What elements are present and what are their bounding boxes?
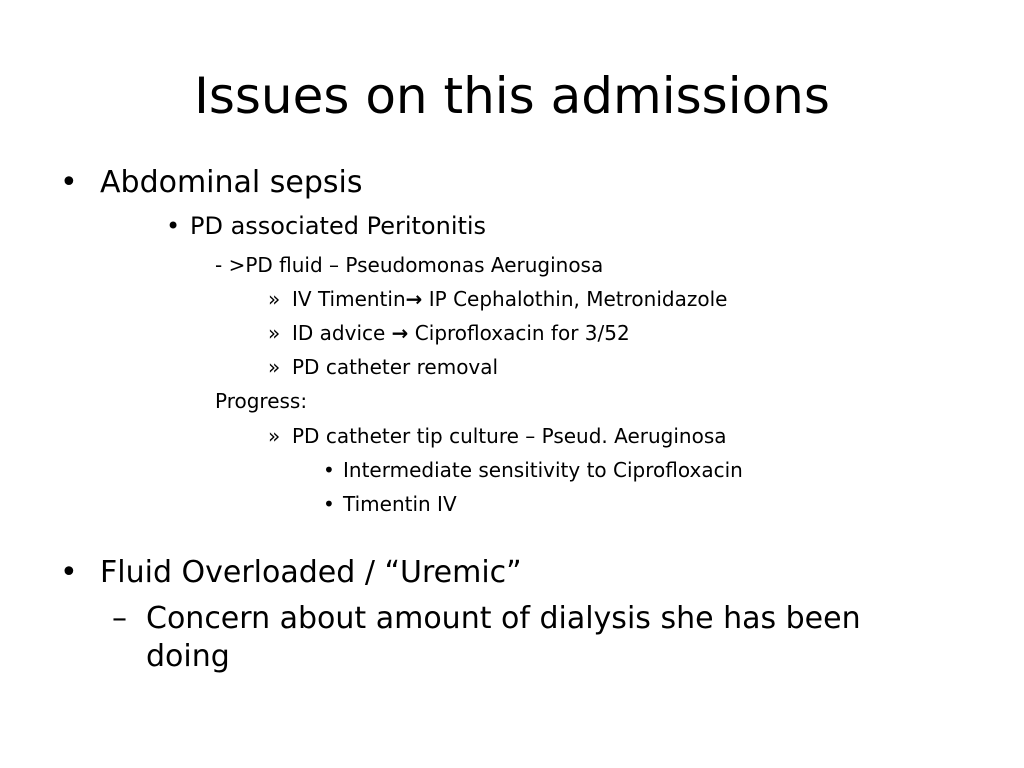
step-text-after: Ciprofloxacin for 3/52	[408, 321, 630, 345]
dash-item-text-line1: Concern about amount of dialysis she has been	[146, 601, 861, 636]
dash-marker: –	[112, 601, 127, 636]
sub-bullet-pd-peritonitis	[166, 212, 487, 241]
progress-subitem-text: Intermediate sensitivity to Ciprofloxacin	[343, 458, 743, 482]
bullet-marker: •	[60, 165, 78, 200]
bullet-marker: •	[166, 212, 181, 240]
step-iv-timentin	[268, 287, 728, 311]
progress-item-text: PD catheter tip culture – Pseud. Aeruginosa	[292, 424, 727, 448]
step-text: PD catheter removal	[292, 355, 499, 379]
step-id-advice	[268, 321, 630, 345]
bullet-text: Abdominal sepsis	[100, 165, 363, 200]
progress-subitem	[323, 458, 743, 482]
pd-fluid-line: - >PD fluid – Pseudomonas Aeruginosa	[215, 253, 604, 277]
dash-item-text-line2: doing	[146, 639, 230, 674]
bullet-fluid-overloaded	[60, 555, 522, 591]
arrow-right-icon: →	[391, 321, 409, 345]
step-text-before: IV Timentin	[292, 287, 406, 311]
progress-subitem	[323, 492, 457, 516]
bullet-marker: •	[323, 492, 335, 516]
chevron-marker: »	[268, 424, 281, 448]
progress-item	[268, 424, 727, 448]
step-catheter-removal	[268, 355, 499, 379]
bullet-text: Fluid Overloaded / “Uremic”	[100, 555, 522, 590]
progress-subitem-text: Timentin IV	[343, 492, 457, 516]
dash-item-continuation	[146, 640, 230, 675]
arrow-right-icon: →	[405, 287, 423, 311]
progress-label: Progress:	[215, 389, 308, 413]
chevron-marker: »	[268, 355, 281, 379]
step-text-before: ID advice	[292, 321, 392, 345]
slide-title: Issues on this admissions	[194, 67, 830, 125]
step-text-after: IP Cephalothin, Metronidazole	[422, 287, 728, 311]
dash-item-dialysis-concern	[112, 601, 861, 637]
chevron-marker: »	[268, 287, 281, 311]
bullet-abdominal-sepsis	[60, 165, 363, 201]
bullet-marker: •	[60, 555, 78, 590]
chevron-marker: »	[268, 321, 281, 345]
bullet-marker: •	[323, 458, 335, 482]
sub-bullet-text: PD associated Peritonitis	[190, 212, 487, 240]
